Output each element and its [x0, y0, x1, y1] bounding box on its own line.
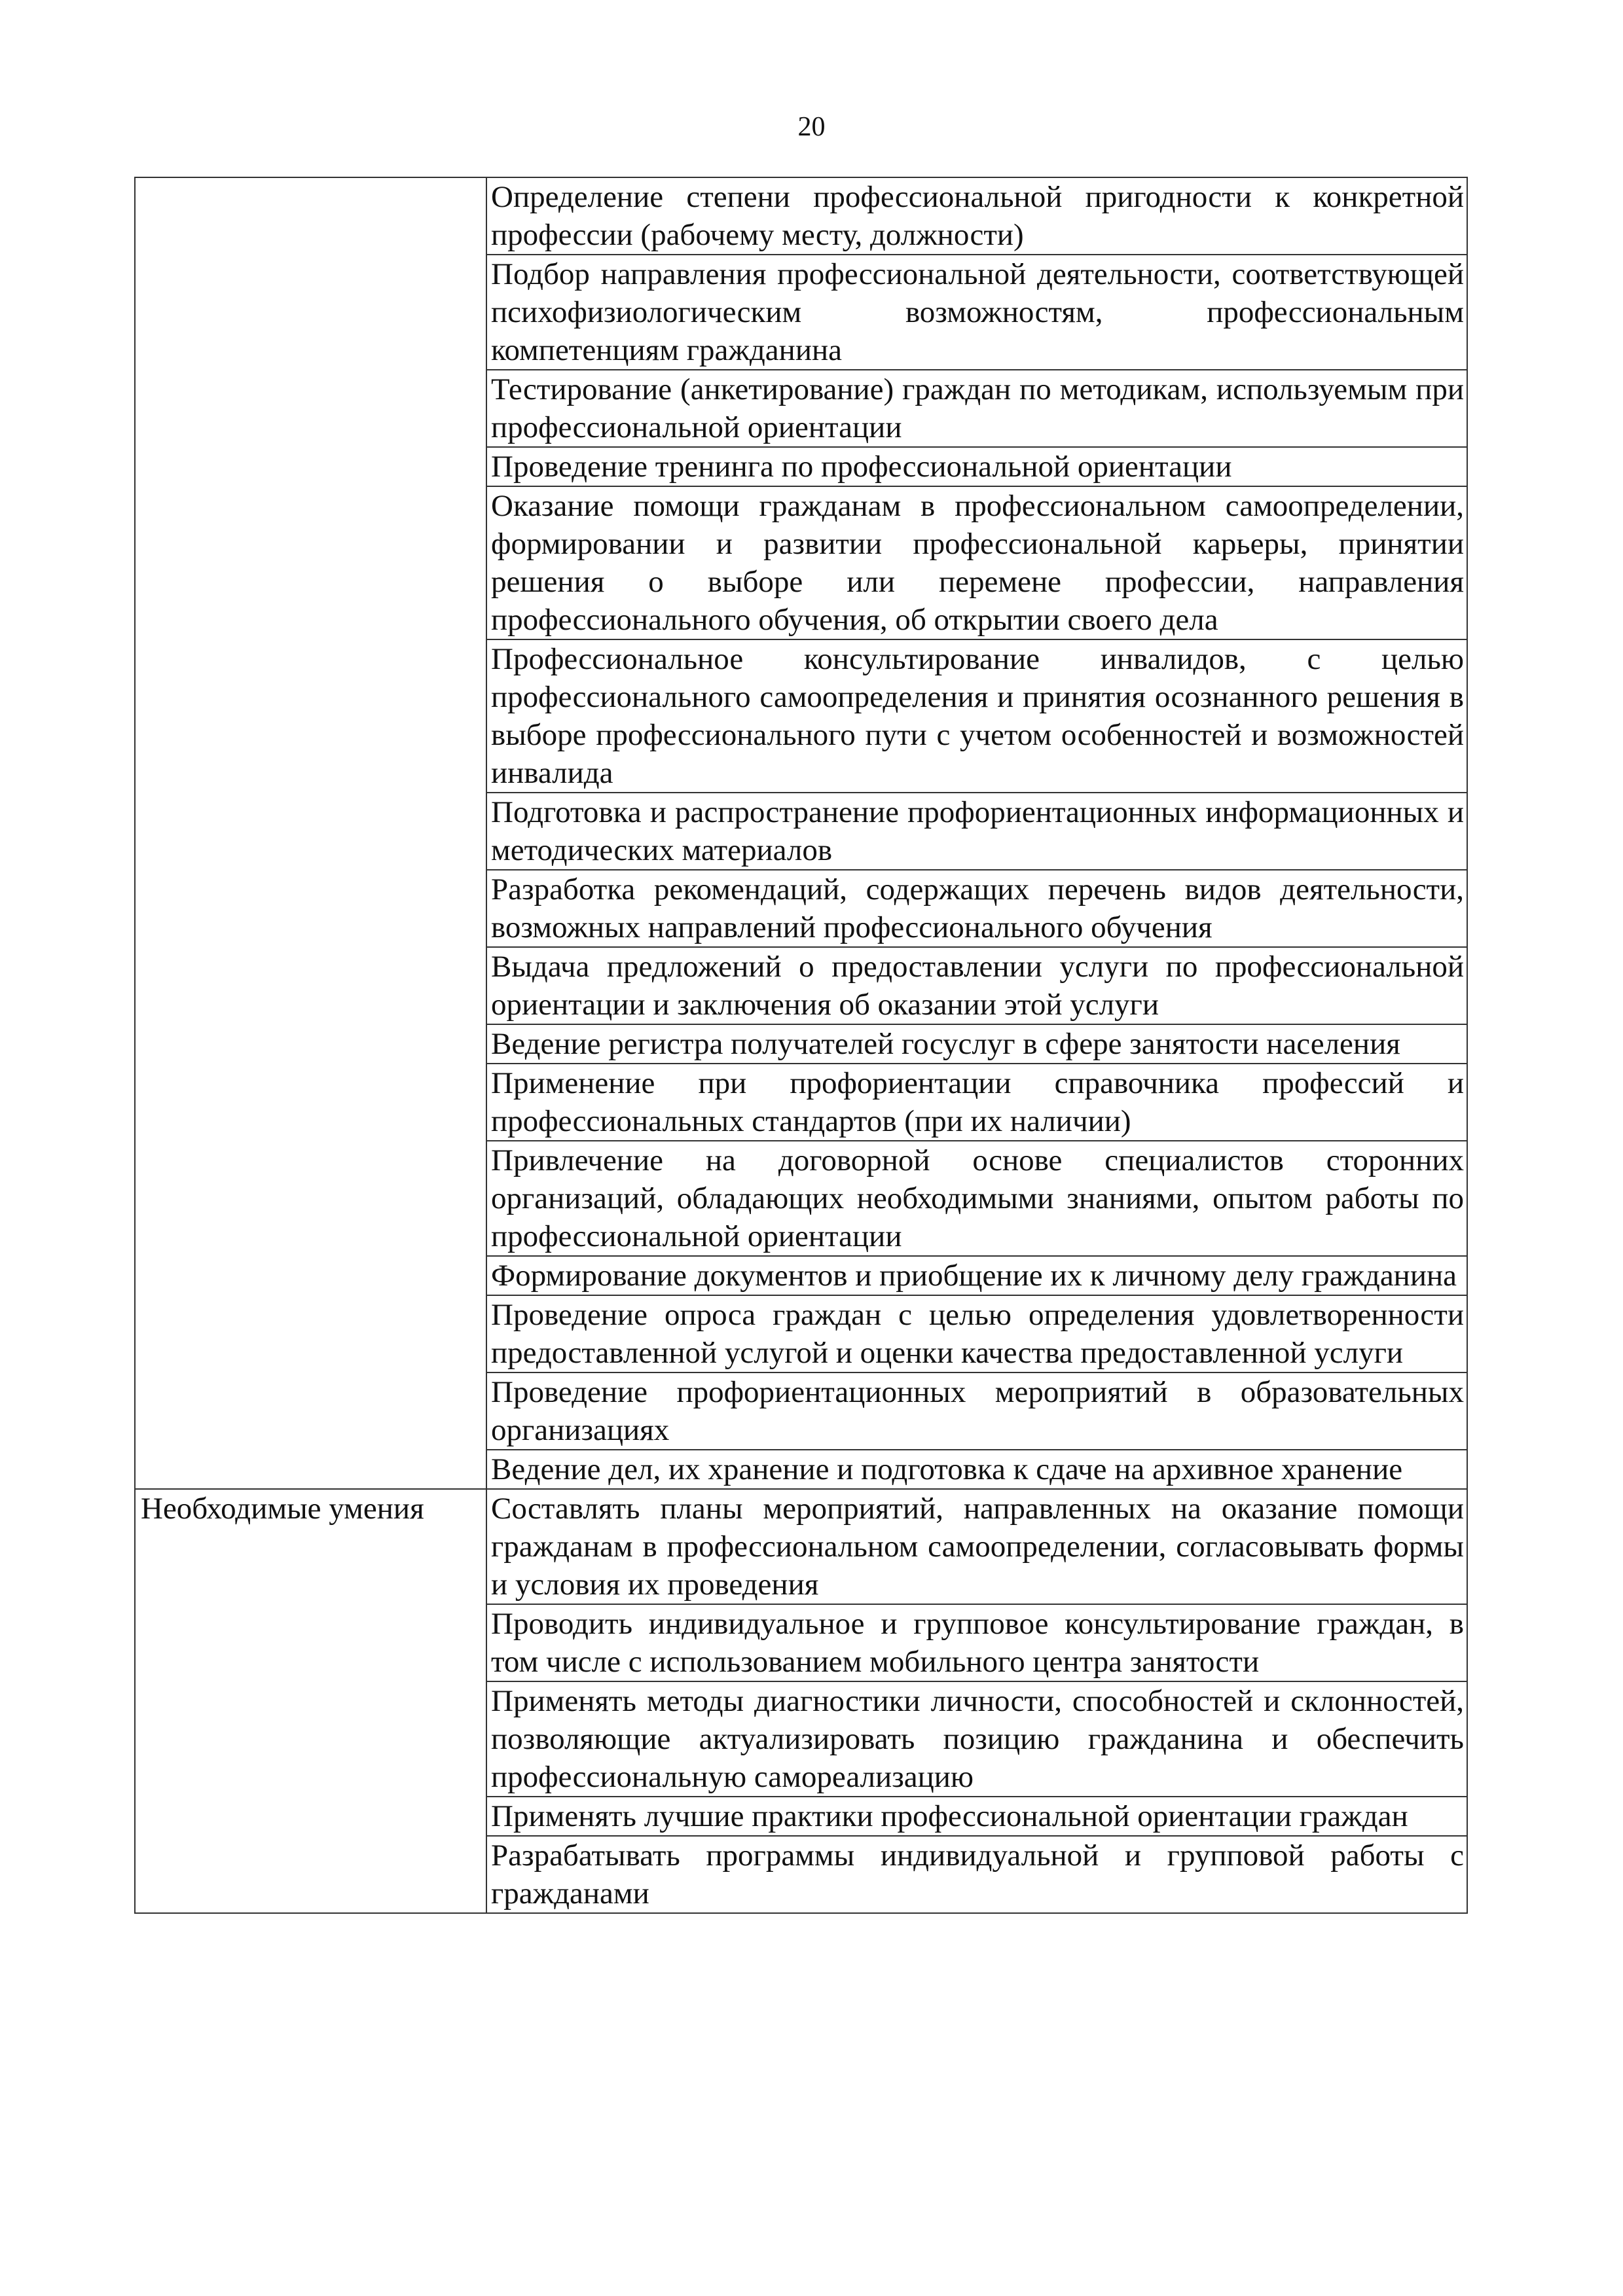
table-row — [135, 1489, 1467, 1604]
item-cell: Привлечение на договорной основе специалистов сторонних организаций, обладающих необходимыми знаниями, опытом работы по профессиональной ориентации — [486, 1141, 1467, 1256]
item-cell: Проводить индивидуальное и групповое консультирование граждан, в том числе с использованием мобильного центра занятости — [486, 1604, 1467, 1681]
item-cell: Ведение регистра получателей госуслуг в сфере занятости населения — [486, 1024, 1467, 1064]
item-cell: Ведение дел, их хранение и подготовка к сдаче на архивное хранение — [486, 1450, 1467, 1489]
item-cell: Составлять планы мероприятий, направленных на оказание помощи гражданам в профессиональном самоопределении, согласовывать формы и условия их проведения — [486, 1489, 1467, 1604]
item-cell: Формирование документов и приобщение их к личному делу гражданина — [486, 1256, 1467, 1295]
item-cell: Проведение профориентационных мероприятий в образовательных организациях — [486, 1372, 1467, 1450]
item-cell: Применять методы диагностики личности, способностей и склонностей, позволяющие актуализировать позицию гражданина и обеспечить профессиональную самореализацию — [486, 1681, 1467, 1797]
table-row — [135, 177, 1467, 255]
item-cell: Применять лучшие практики профессиональной ориентации граждан — [486, 1797, 1467, 1836]
requirements-table — [134, 177, 1468, 1914]
item-cell: Применение при профориентации справочника профессий и профессиональных стандартов (при их наличии) — [486, 1064, 1467, 1141]
item-cell: Тестирование (анкетирование) граждан по методикам, используемым при профессиональной ориентации — [486, 370, 1467, 447]
item-cell: Выдача предложений о предоставлении услуги по профессиональной ориентации и заключения об оказании этой услуги — [486, 947, 1467, 1024]
category-cell: Необходимые умения — [135, 1489, 486, 1913]
item-cell: Подбор направления профессиональной деятельности, соответствующей психофизиологическим возможностям, профессиональным компетенциям гражданина — [486, 255, 1467, 370]
item-cell: Проведение тренинга по профессиональной ориентации — [486, 447, 1467, 486]
category-cell — [135, 177, 486, 1489]
item-cell: Оказание помощи гражданам в профессиональном самоопределении, формировании и развитии профессиональной карьеры, принятии решения о выборе или перемене профессии, направления профессионального обучения, об открытии своего дела — [486, 486, 1467, 639]
item-cell: Разработка рекомендаций, содержащих перечень видов деятельности, возможных направлений профессионального обучения — [486, 870, 1467, 947]
item-cell: Разрабатывать программы индивидуальной и групповой работы с гражданами — [486, 1836, 1467, 1913]
item-cell: Профессиональное консультирование инвалидов, с целью профессионального самоопределения и принятия осознанного решения в выборе профессионального пути с учетом особенностей и возможностей инвалида — [486, 639, 1467, 793]
page-number: 20 — [797, 112, 826, 142]
item-cell: Проведение опроса граждан с целью определения удовлетворенности предоставленной услугой и оценки качества предоставленной услуги — [486, 1295, 1467, 1372]
item-cell: Подготовка и распространение профориентационных информационных и методических материалов — [486, 793, 1467, 870]
item-cell: Определение степени профессиональной пригодности к конкретной профессии (рабочему месту, должности) — [486, 177, 1467, 255]
